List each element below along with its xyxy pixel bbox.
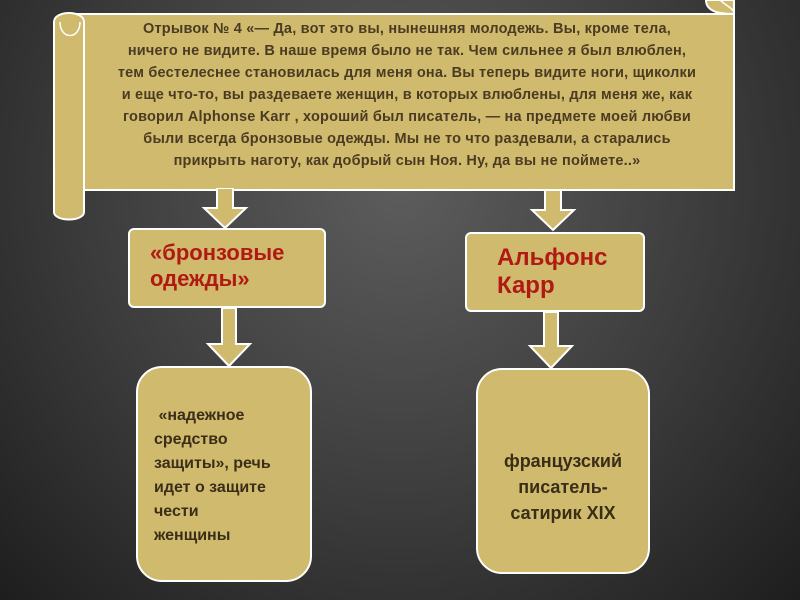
quote-line: ничего не видите. В наше время было не так. Чем сильнее я был влюблен, (127, 43, 687, 59)
term-bronze-clothes (128, 228, 326, 308)
arrow-down-icon (204, 308, 254, 368)
explanation-line: защиты», речь (154, 455, 271, 472)
term-line: «бронзовые (150, 240, 285, 265)
quote-line: Отрывок № 4 «— Да, вот это вы, нынешняя молодежь. Вы, кроме тела, (143, 21, 671, 37)
quote-line: были всегда бронзовые одежды. Мы не то что раздевали, а старались (143, 131, 671, 147)
term-line: одежды» (150, 266, 250, 291)
explanation-line: сатирик XIX (510, 503, 616, 523)
arrow-down-icon (526, 312, 576, 370)
explanation-line: «надежное (154, 407, 245, 424)
explanation-alphonse-karr (476, 368, 650, 574)
quote-line: говорил Alphonse Karr , хороший был писатель, — на предмете моей любви (122, 109, 692, 125)
quote-excerpt (92, 18, 722, 188)
term-alphonse-karr (465, 232, 645, 312)
arrow-down-icon (528, 190, 578, 232)
term-line: Карр (497, 272, 555, 299)
explanation-line: чести (154, 503, 199, 520)
quote-line: тем бестелеснее становилась для меня она. Вы теперь видите ноги, щиколки (117, 65, 697, 81)
explanation-line: писатель- (518, 477, 608, 497)
explanation-bronze-clothes (136, 366, 312, 582)
explanation-line: женщины (154, 527, 231, 544)
explanation-line: средство (154, 431, 228, 448)
explanation-line: французский (503, 451, 623, 471)
quote-line: прикрыть наготу, как добрый сын Ноя. Ну, да вы не поймете..» (173, 153, 641, 169)
arrow-down-icon (200, 188, 250, 230)
explanation-line: идет о защите (154, 479, 266, 496)
term-line: Альфонс (497, 244, 608, 271)
quote-line: и еще что-то, вы раздеваете женщин, в которых влюблены, для меня же, как (121, 87, 693, 103)
